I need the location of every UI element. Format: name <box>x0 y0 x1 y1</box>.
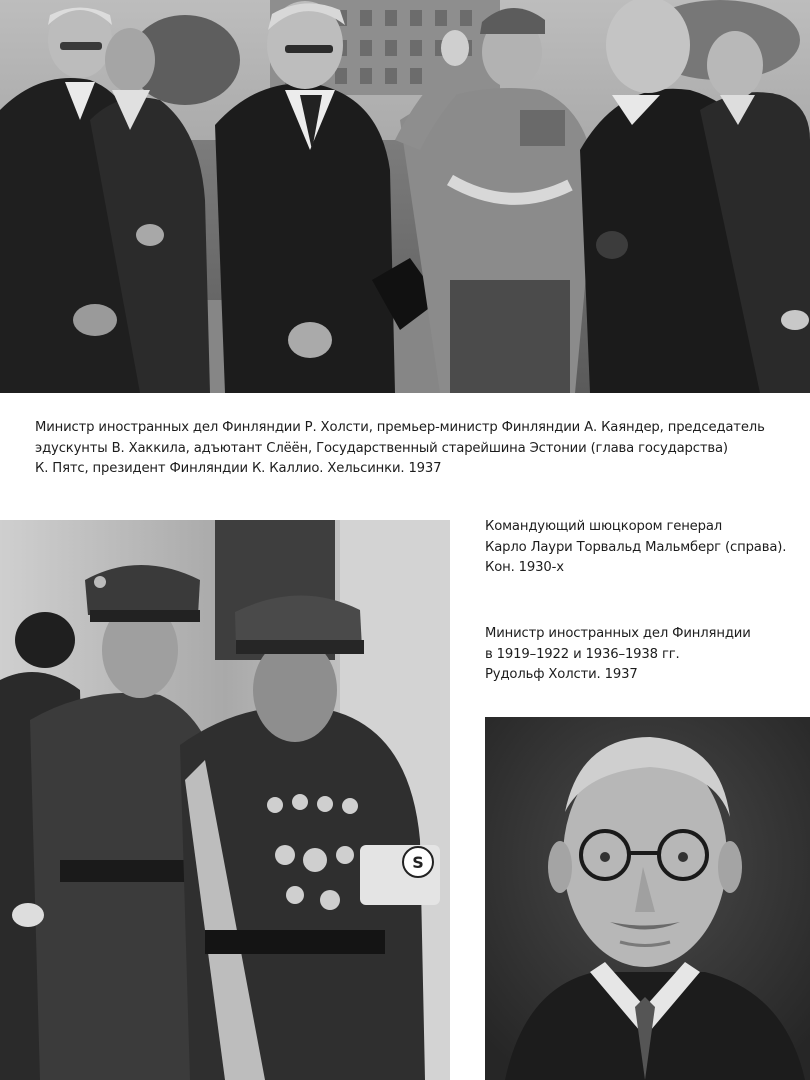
holsti-portrait-illustration <box>485 717 810 1080</box>
group-photo-helsinki-1937 <box>0 0 810 393</box>
general-malmberg-photo <box>0 520 450 1080</box>
general-photo-caption <box>485 517 786 579</box>
holsti-photo-caption-line-1: Министр иностранных дел Финляндии <box>485 626 751 641</box>
group-photo-caption-line-1: Министр иностранных дел Финляндии Р. Холсти, премьер-министр Финляндии А. Каяндер, председатель <box>35 420 765 435</box>
group-photo-caption-line-3: К. Пятс, президент Финляндии К. Каллио. Хельсинки. 1937 <box>35 461 442 476</box>
group-photo-caption <box>35 418 765 480</box>
armband-letter: S <box>412 853 424 872</box>
general-photo-caption-line-2: Карло Лаури Торвальд Мальмберг (справа). <box>485 539 787 555</box>
holsti-portrait-photo <box>485 717 810 1080</box>
holsti-photo-caption-line-2: в 1919–1922 и 1936–1938 гг. <box>485 646 680 662</box>
general-photo-caption-line-1: Командующий шюцкором генерал <box>485 519 723 534</box>
group-photo-caption-line-2: эдускунты В. Хаккила, адъютант Слёён, Государственный старейшина Эстонии (глава государства) <box>35 440 728 456</box>
holsti-photo-caption <box>485 624 751 686</box>
general-photo-illustration <box>0 520 450 1080</box>
holsti-photo-caption-line-3: Рудольф Холсти. 1937 <box>485 667 638 682</box>
general-photo-caption-line-3: Кон. 1930-х <box>485 560 564 575</box>
group-photo-illustration <box>0 0 810 393</box>
